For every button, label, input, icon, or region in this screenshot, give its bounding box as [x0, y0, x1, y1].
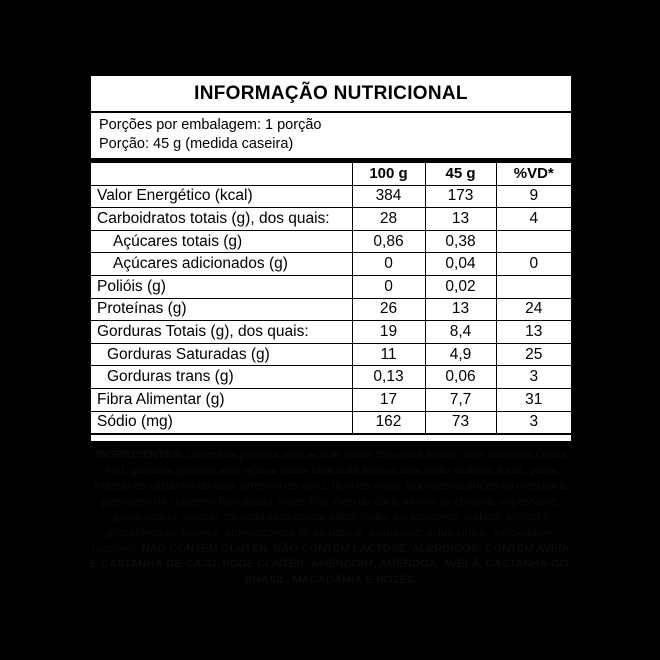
value-100g: 384	[352, 185, 425, 208]
ingredients-list: Cobertura proteica zero açúcar sabor chocolate branco com colágeno Grass Fed, ganache proteico zero açúcar sabor chocolate branco com limão siciliano e taiti, pasta integral de castanha-de-caju, proteína de arroz, fibra de aveia, isooligossacarídeo da mandioca, peptídeos de colágeno hidrolisado Grass Fed, óleo de coco, inulina de chicória, espessante: goma acácia, biscoito triturado zero açúcar sabor limão, edulcorantes: sorbitol, eritritol e glicosídeos de esteviol, aromatizantes id. ao natural, acidulante: ácido cítrico, antioxidante: tocoferol.	[92, 449, 569, 555]
column-header-vd: %VD*	[496, 163, 571, 185]
value-vd: 4	[496, 208, 571, 231]
value-vd: 3	[496, 366, 571, 389]
value-45g: 173	[425, 185, 496, 208]
value-vd: 25	[496, 343, 571, 366]
header-blank	[91, 163, 352, 185]
value-vd: 0	[496, 253, 571, 276]
value-100g: 162	[352, 411, 425, 433]
nutrient-row	[91, 298, 571, 321]
value-45g: 73	[425, 411, 496, 433]
value-vd: 3	[496, 411, 571, 433]
panel-title: INFORMAÇÃO NUTRICIONAL	[91, 76, 571, 113]
value-vd: 13	[496, 321, 571, 344]
serving-size: Porção: 45 g (medida caseira)	[99, 136, 294, 152]
value-100g: 17	[352, 388, 425, 411]
column-header-45g: 45 g	[425, 163, 496, 185]
nutrient-row	[91, 411, 571, 433]
nutrient-name: Açúcares totais (g)	[91, 230, 352, 253]
value-100g: 28	[352, 208, 425, 231]
nutrient-name: Proteínas (g)	[91, 298, 352, 321]
value-100g: 0	[352, 253, 425, 276]
value-45g: 8,4	[425, 321, 496, 344]
value-45g: 7,7	[425, 388, 496, 411]
nutrition-facts-panel	[90, 75, 572, 452]
value-45g: 0,04	[425, 253, 496, 276]
nutrition-table	[91, 163, 571, 433]
nutrient-name: Carboidratos totais (g), dos quais:	[91, 208, 352, 231]
nutrient-name: Sódio (mg)	[97, 413, 173, 431]
value-vd	[496, 230, 571, 253]
nutrient-name: Fibra Alimentar (g)	[91, 388, 352, 411]
value-100g: 26	[352, 298, 425, 321]
column-header-100g: 100 g	[352, 163, 425, 185]
value-45g: 13	[425, 298, 496, 321]
nutrient-row	[91, 388, 571, 411]
value-vd	[496, 275, 571, 298]
nutrient-row	[91, 230, 571, 253]
nutrient-row	[91, 321, 571, 344]
nutrient-name: Gorduras Totais (g), dos quais:	[91, 321, 352, 344]
nutrient-name: Valor Energético (kcal)	[91, 185, 352, 208]
nutrient-name: Polióis (g)	[91, 275, 352, 298]
nutrient-row	[91, 275, 571, 298]
portions-info	[91, 113, 571, 163]
value-100g: 0,86	[352, 230, 425, 253]
nutrient-row	[91, 208, 571, 231]
nutrient-row	[91, 185, 571, 208]
value-vd: 9	[496, 185, 571, 208]
value-100g: 0	[352, 275, 425, 298]
nutrient-name: Açúcares adicionados (g)	[91, 253, 352, 276]
value-100g: 11	[352, 343, 425, 366]
value-45g: 0,38	[425, 230, 496, 253]
value-45g: 4,9	[425, 343, 496, 366]
nutrient-row	[91, 366, 571, 389]
value-100g: 19	[352, 321, 425, 344]
value-vd: 31	[496, 388, 571, 411]
nutrient-name: Gorduras trans (g)	[91, 366, 352, 389]
value-45g: 0,06	[425, 366, 496, 389]
value-45g: 0,02	[425, 275, 496, 298]
nutrient-name: Gorduras Saturadas (g)	[91, 343, 352, 366]
nutrient-row	[91, 253, 571, 276]
table-header-row	[91, 163, 571, 185]
allergen-warnings: NÃO CONTÉM GLÚTEN. NÃO CONTÉM LACTOSE. ALÉRGICOS: CONTÉM AVEIA E CASTANHA-DE-CAJU. PODE CONTER: AMENDOIM, AMÊNDOA, AVELÃ, CASTANHA-DO-BRASIL, MACADÂMIA E NOZES.	[90, 542, 572, 586]
value-45g: 13	[425, 208, 496, 231]
value-100g: 0,13	[352, 366, 425, 389]
portions-per-package: Porções por embalagem: 1 porção	[99, 117, 322, 133]
nutrient-row	[91, 343, 571, 366]
ingredients-text	[88, 448, 574, 588]
ingredients-label: INGREDIENTES:	[95, 449, 184, 461]
value-vd: 24	[496, 298, 571, 321]
footnote: *Percentual de valores diários fornecidos pela porção.	[96, 440, 324, 452]
